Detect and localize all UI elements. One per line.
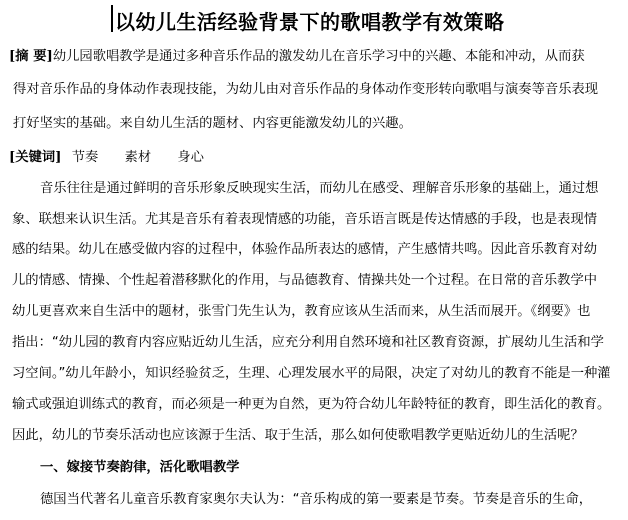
keywords-label: [关键词] — [9, 150, 62, 165]
document-title: 以幼儿生活经验背景下的歌唱教学有效策略 — [115, 10, 505, 34]
keyword-3: 身心 — [177, 150, 204, 165]
body-line-9: 因此，幼儿的节奏乐活动也应该源于生活、取于生活，那么如何使歌唱教学更贴近幼儿的生活呢？ — [12, 428, 584, 443]
keywords-line — [9, 150, 204, 166]
keyword-1: 节奏 — [71, 150, 99, 165]
body-line-4: 儿的情感、情操、个性起着潜移默化的作用，与品德教育、情操共处一个过程。在日常的音乐教学中 — [12, 273, 598, 288]
section-first-line: 德国当代著名儿童音乐教育家奥尔夫认为：“音乐构成的第一要素是节奏。节奏是音乐的生命， — [40, 492, 593, 507]
keyword-2: 素材 — [124, 150, 152, 165]
body-line-1: 音乐往往是通过鲜明的音乐形象反映现实生活，而幼儿在感受、理解音乐形象的基础上，通过想 — [40, 181, 599, 196]
abstract-text-1: 幼儿园歌唱教学是通过多种音乐作品的激发幼儿在音乐学习中的兴趣、本能和冲动，从而获 — [52, 49, 585, 64]
abstract-line-1 — [9, 49, 585, 65]
body-line-6: 指出：“幼儿园的教育内容应贴近幼儿生活，应充分利用自然环境和社区教育资源，扩展幼儿生活和学 — [12, 335, 604, 350]
body-line-8: 输式或强迫训练式的教育，而必须是一种更为自然，更为符合幼儿年龄特征的教育，即生活化的教育。 — [12, 397, 611, 412]
body-line-5: 幼儿更喜欢来自生活中的题材，张雪门先生认为，教育应该从生活而来，从生活而展开。《纲要》也 — [12, 304, 591, 319]
body-line-2: 象、联想来认识生活。尤其是音乐有着表现情感的功能，音乐语言既是传达情感的手段，也是表现情 — [12, 212, 598, 227]
abstract-label: [摘 要] — [9, 49, 53, 64]
abstract-line-3: 打好坚实的基础。来自幼儿生活的题材、内容更能激发幼儿的兴趣。 — [13, 116, 412, 131]
section-heading: 一、嫁接节奏韵律，活化歌唱教学 — [40, 460, 240, 475]
body-line-3: 感的结果。幼儿在感受做内容的过程中，体验作品所表达的感情，产生感情共鸣。因此音乐教育对幼 — [12, 242, 598, 257]
text-cursor — [111, 5, 113, 32]
abstract-line-2: 得对音乐作品的身体动作表现技能，为幼儿由对音乐作品的身体动作变形转向歌唱与演奏等音乐表现 — [13, 82, 599, 97]
body-line-7: 习空间。”幼儿年龄小，知识经验贫乏，生理、心理发展水平的局限，决定了对幼儿的教育不能是一种灌 — [12, 366, 611, 381]
